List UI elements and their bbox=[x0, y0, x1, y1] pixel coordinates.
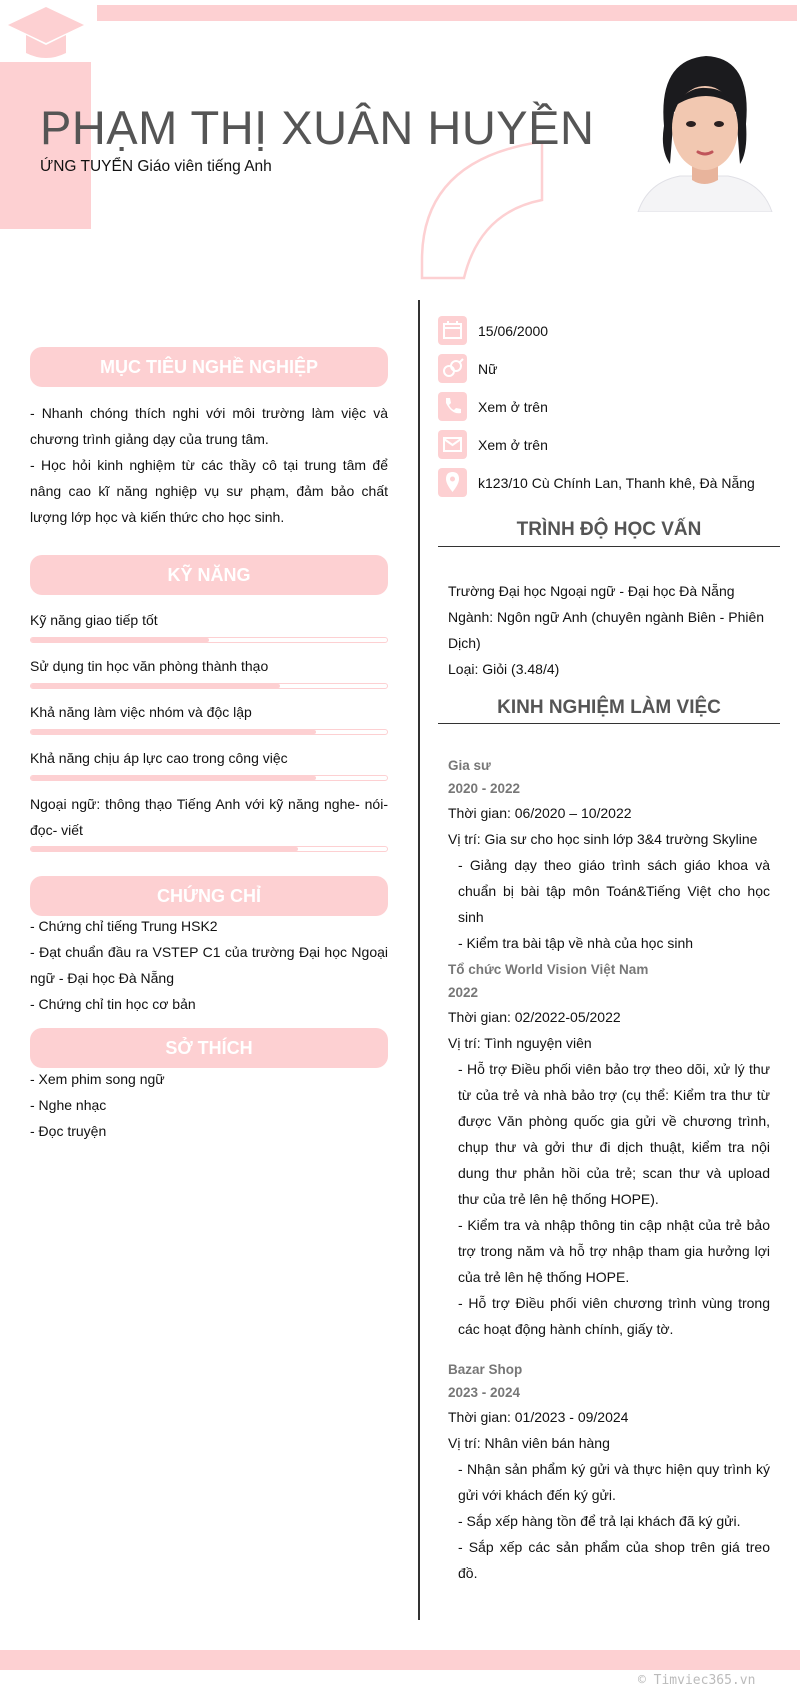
watermark: © Timviec365.vn bbox=[638, 1673, 756, 1688]
profile-photo bbox=[628, 52, 780, 212]
bottom-accent-bar bbox=[0, 1650, 800, 1670]
decorative-arc bbox=[420, 140, 550, 280]
job-years: 2020 - 2022 bbox=[448, 781, 521, 796]
applied-position: ỨNG TUYỂN Giáo viên tiếng Anh bbox=[40, 158, 272, 175]
certificates-heading: CHỨNG CHỈ bbox=[30, 876, 388, 916]
job-details: Thời gian: 02/2022-05/2022 Vị trí: Tình nguyện viên bbox=[448, 1009, 621, 1051]
education-heading: TRÌNH ĐỘ HỌC VẤN bbox=[516, 519, 702, 540]
job-org: Gia sư bbox=[448, 758, 491, 773]
skill-bar bbox=[30, 637, 388, 643]
email: Xem ở trên bbox=[478, 437, 548, 453]
education-divider bbox=[438, 546, 780, 547]
job-details: Thời gian: 01/2023 - 09/2024 Vị trí: Nhân viên bán hàng bbox=[448, 1409, 629, 1451]
objective-text: - Nhanh chóng thích nghi với môi trường làm việc và chương trình giảng dạy của trung tâm. - Học hỏi kinh nghiệm từ các thầy cô tại trung tâm để nâng cao kĩ năng nghiệp vụ sư phạm, đảm bảo chất lượng lớp học và kiến thức cho học sinh. bbox=[30, 405, 388, 525]
gender: Nữ bbox=[478, 361, 498, 377]
graduation-cap-icon bbox=[6, 3, 86, 61]
experience-divider bbox=[438, 723, 780, 724]
skill-label: Kỹ năng giao tiếp tốt bbox=[30, 612, 158, 628]
address: k123/10 Cù Chính Lan, Thanh khê, Đà Nẵng bbox=[478, 475, 755, 491]
job-org: Tổ chức World Vision Việt Nam bbox=[448, 962, 649, 977]
skill-bar bbox=[30, 729, 388, 735]
experience-heading: KINH NGHIỆM LÀM VIỆC bbox=[497, 697, 721, 718]
job-bullets: - Nhận sản phẩm ký gửi và thực hiện quy trình ký gửi với khách đến ký gửi. - Sắp xếp hàng tồn để trả lại khách đã ký gửi. - Sắp xếp các sản phẩm của shop trên giá treo đồ. bbox=[458, 1461, 770, 1581]
objective-heading: MỤC TIÊU NGHỀ NGHIỆP bbox=[30, 347, 388, 387]
top-accent-bar bbox=[97, 5, 797, 21]
job-years: 2022 bbox=[448, 985, 479, 1000]
job-bullets: - Giảng dạy theo giáo trình sách giáo khoa và chuẩn bị bài tập môn Toán&Tiếng Việt cho học sinh - Kiểm tra bài tập về nhà của học sinh bbox=[458, 857, 770, 951]
skills-heading: KỸ NĂNG bbox=[30, 555, 388, 595]
phone-icon bbox=[438, 392, 467, 421]
gender-icon bbox=[438, 354, 467, 383]
skill-label: Sử dụng tin học văn phòng thành thạo bbox=[30, 658, 269, 674]
candidate-name: PHẠM THỊ XUÂN HUYỀN bbox=[40, 101, 595, 154]
email-icon bbox=[438, 430, 467, 459]
education-details: Trường Đại học Ngoại ngữ - Đại học Đà Nẵng Ngành: Ngôn ngữ Anh (chuyên ngành Biên - Phiên Dịch) Loại: Giỏi (3.48/4) bbox=[448, 583, 765, 677]
skill-bar bbox=[30, 846, 388, 852]
calendar-icon bbox=[438, 316, 467, 345]
skill-bar bbox=[30, 775, 388, 781]
phone: Xem ở trên bbox=[478, 399, 548, 415]
skill-label: Khả năng làm việc nhóm và độc lập bbox=[30, 704, 252, 720]
job-details: Thời gian: 06/2020 – 10/2022 Vị trí: Gia sư cho học sinh lớp 3&4 trường Skyline bbox=[448, 805, 758, 847]
skill-label: Ngoại ngữ: thông thạo Tiếng Anh với kỹ năng nghe- nói- đọc- viết bbox=[30, 796, 388, 838]
job-org: Bazar Shop bbox=[448, 1362, 523, 1377]
skill-label: Khả năng chịu áp lực cao trong công việc bbox=[30, 750, 288, 766]
hobbies-list: - Xem phim song ngữ - Nghe nhạc - Đọc truyện bbox=[30, 1071, 165, 1139]
certificates-list: - Chứng chỉ tiếng Trung HSK2 - Đạt chuẩn đầu ra VSTEP C1 của trường Đại học Ngoại ngữ - Đại học Đà Nẵng - Chứng chỉ tin học cơ bản bbox=[30, 918, 388, 1012]
column-divider bbox=[418, 300, 420, 1620]
job-years: 2023 - 2024 bbox=[448, 1385, 521, 1400]
skill-bar bbox=[30, 683, 388, 689]
job-bullets: - Hỗ trợ Điều phối viên bảo trợ theo dõi, xử lý thư từ của trẻ và nhà bảo trợ (cụ thể: Kiểm tra thư từ được Văn phòng quốc gia gửi về chương trình, chụp thư và gởi thư đi dịch thuật, kiểm tra nội dung thư phản hồi của trẻ; scan thư và upload thư của trẻ lên hệ thống HOPE). - Kiểm tra và nhập thông tin cập nhật của trẻ bảo trợ trong năm và hỗ trợ nhập tham gia hưởng lợi của trẻ lên hệ thống HOPE. - Hỗ trợ Điều phối viên chương trình vùng trong các hoạt động hành chính, giấy tờ. bbox=[458, 1061, 770, 1337]
location-icon bbox=[438, 468, 467, 497]
birthdate: 15/06/2000 bbox=[478, 323, 549, 339]
hobbies-heading: SỞ THÍCH bbox=[30, 1028, 388, 1068]
